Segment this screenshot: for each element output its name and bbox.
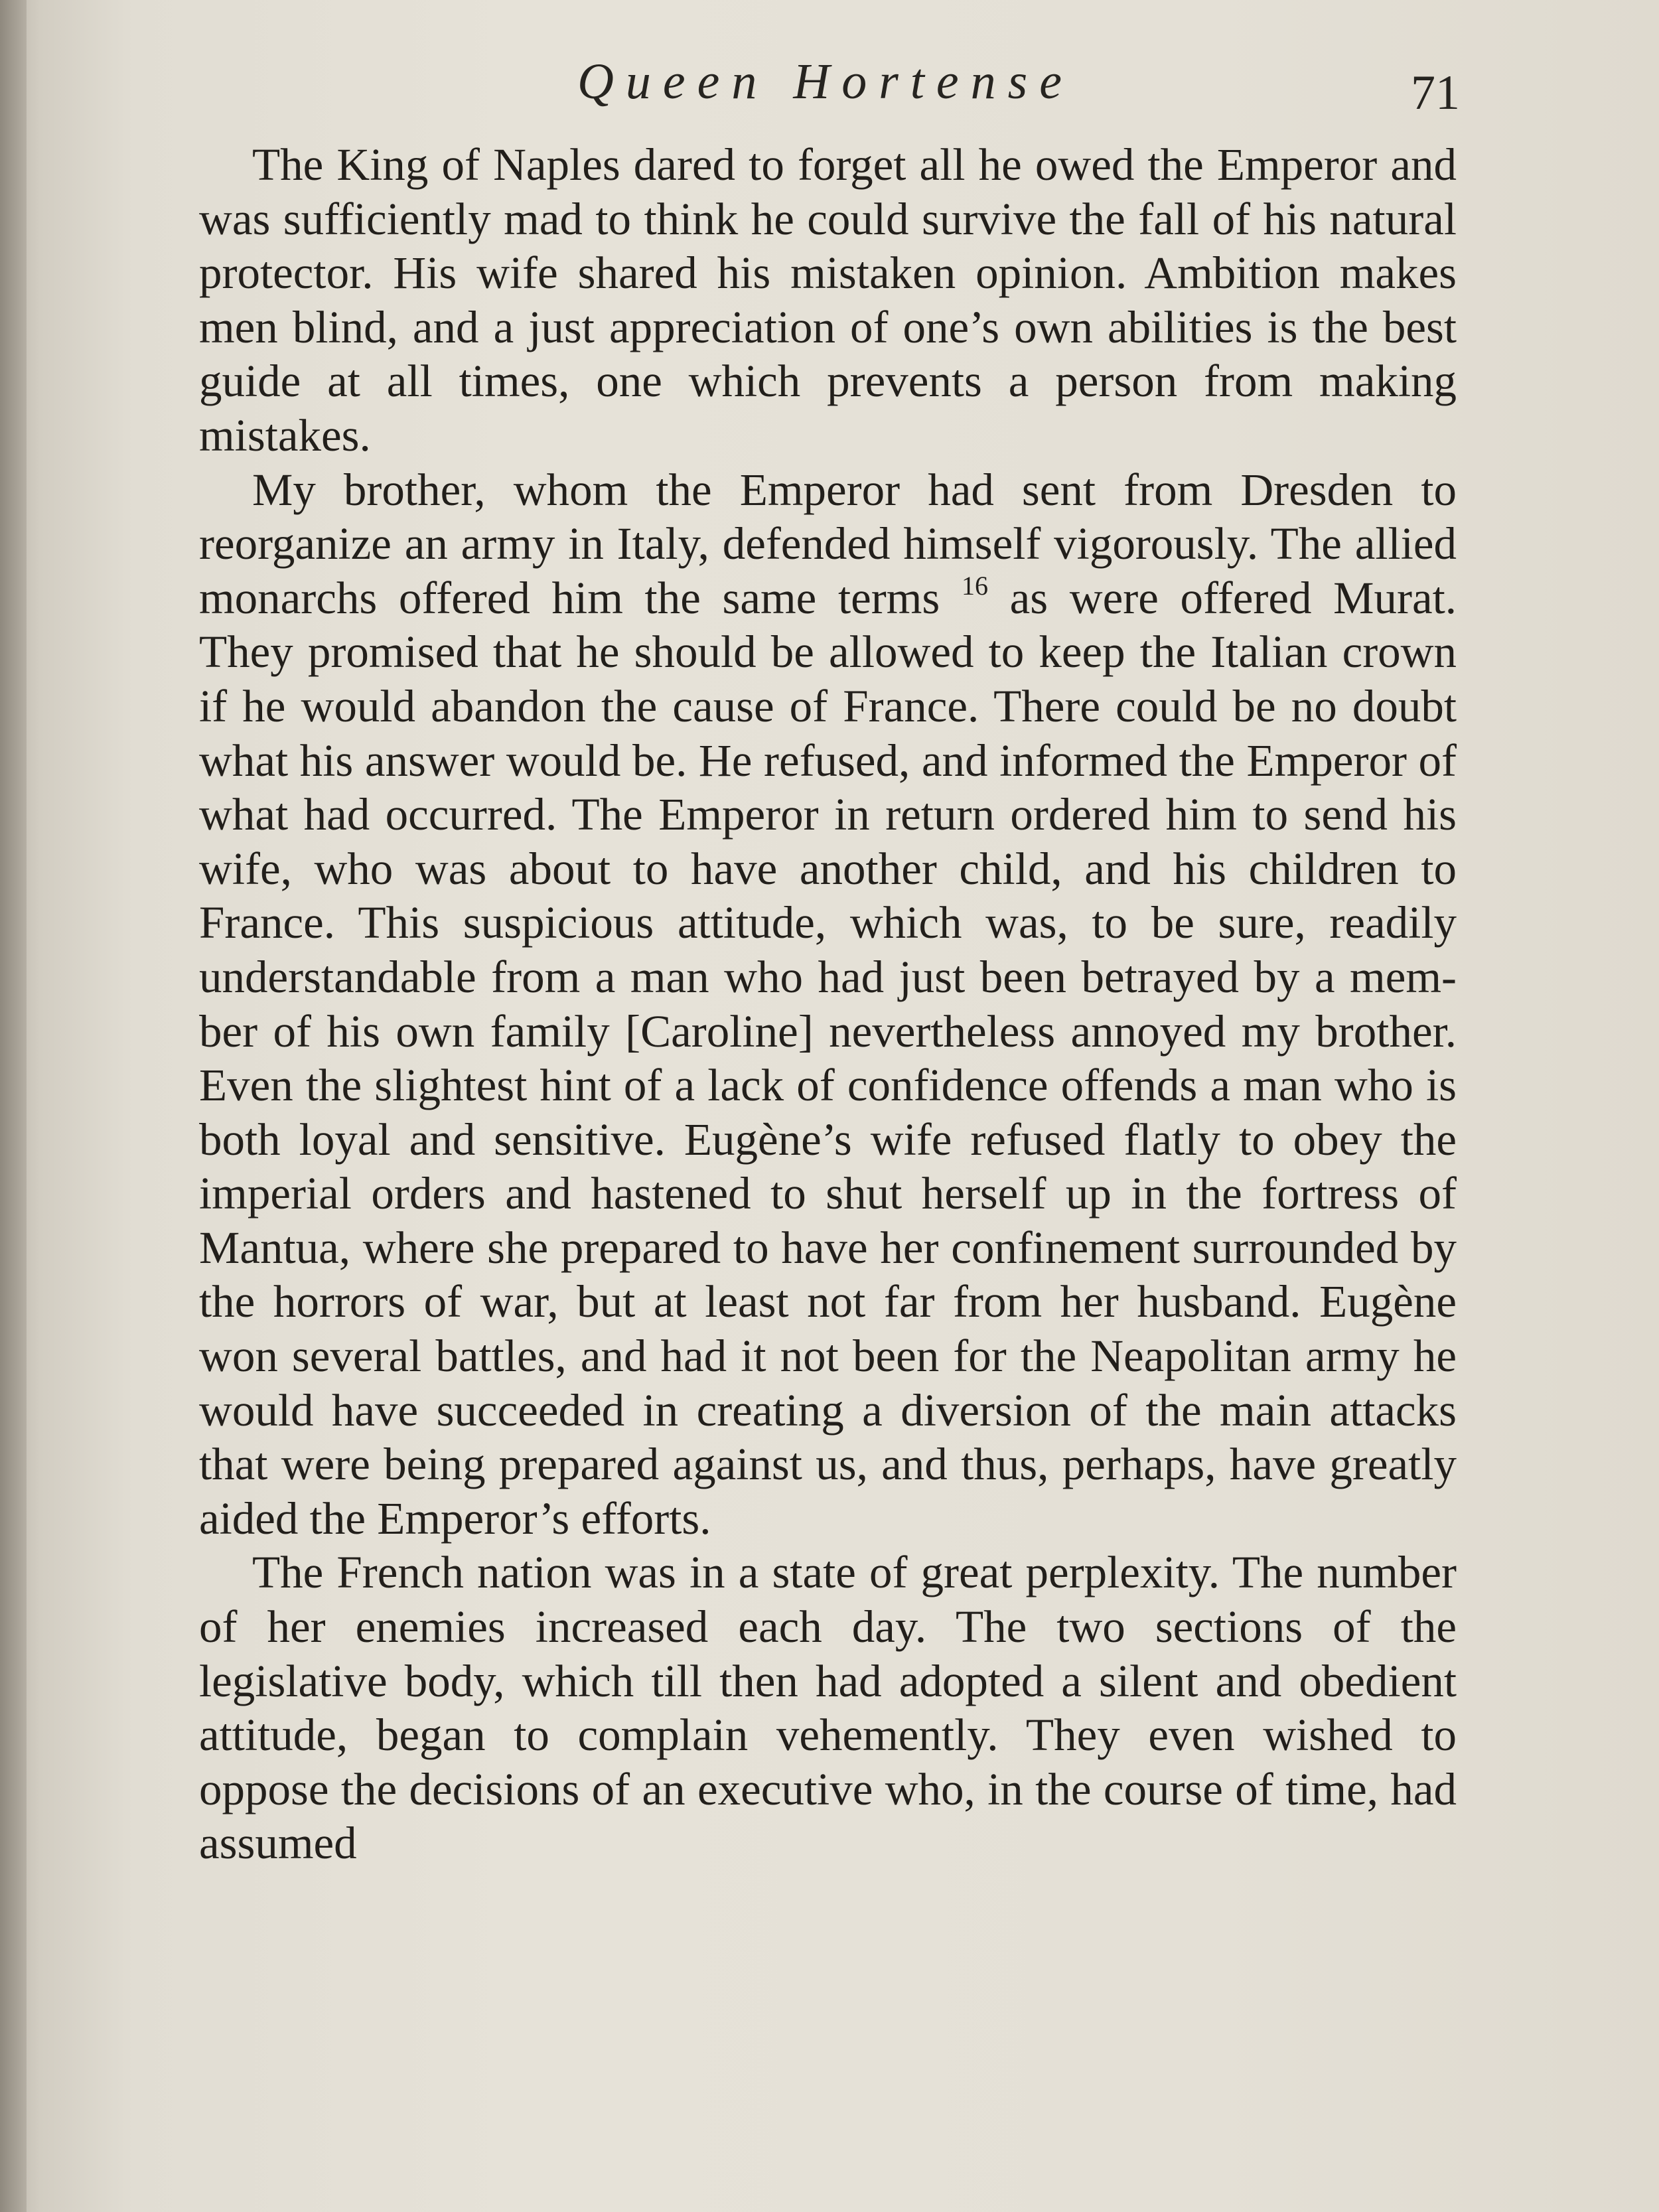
paragraph-1: The King of Naples dared to forget all he owed the Emperor and was sufficiently mad to think he could survive the fall of his natural protector. His wife shared his mistaken opinion. Ambition makes men blind, and a just appreciation of one’s own abilities is the best guide at all times, one which prevents a person from making mistakes. xyxy=(199,139,1457,461)
body-text xyxy=(199,138,1457,1871)
running-head-title: Queen Hortense xyxy=(577,54,1074,110)
paragraph-3: The French nation was in a state of great perplexity. The number of her enemies increased each day. The two sections of the legislative body, which till then had adopted a silent and obedient attitude, began to complain vehemently. They even wished to oppose the decisions of an executive who, in the course of time, had assumed xyxy=(199,1547,1457,1869)
page-number: 71 xyxy=(1411,66,1460,120)
paragraph-2-rest: as were offered Murat. They promised that he should be allowed to keep the Italian crown if he would abandon the cause of France. There could be no doubt what his answer would be. He refused, and informed the Emperor of what had occurred. The Emperor in return ordered him to send his wife, who was about to have another child, and his children to France. This suspicious attitude, which was, to be sure, readily understandable from a man who had just been betrayed by a member of his own family [Caroline] nevertheless annoyed my brother. Even the slightest hint of a lack of confidence offends a man who is both loyal and sensitive. Eugène’s wife refused flatly to obey the imperial orders and hastened to shut herself up in the fortress of Mantua, where she prepared to have her confinement surrounded by the horrors of war, but at least not far from her husband. Eugène won several battles, and had it not been for the Neapolitan army he would have succeeded in creating a diversion of the main attacks that were being prepared against us, and thus, perhaps, have greatly aided the Emperor’s efforts. xyxy=(199,572,1457,1544)
running-head xyxy=(199,53,1460,126)
paragraph-2 xyxy=(199,463,1457,1546)
binding-gutter-shadow xyxy=(0,0,27,2212)
paragraph-2-start: My brother, whom the Emperor had sent from Dresden to reorganize an army in Italy, defended himself vigorously. The allied monarchs offered him the same terms xyxy=(199,464,1457,623)
footnote-reference-16: 16 xyxy=(961,570,988,601)
